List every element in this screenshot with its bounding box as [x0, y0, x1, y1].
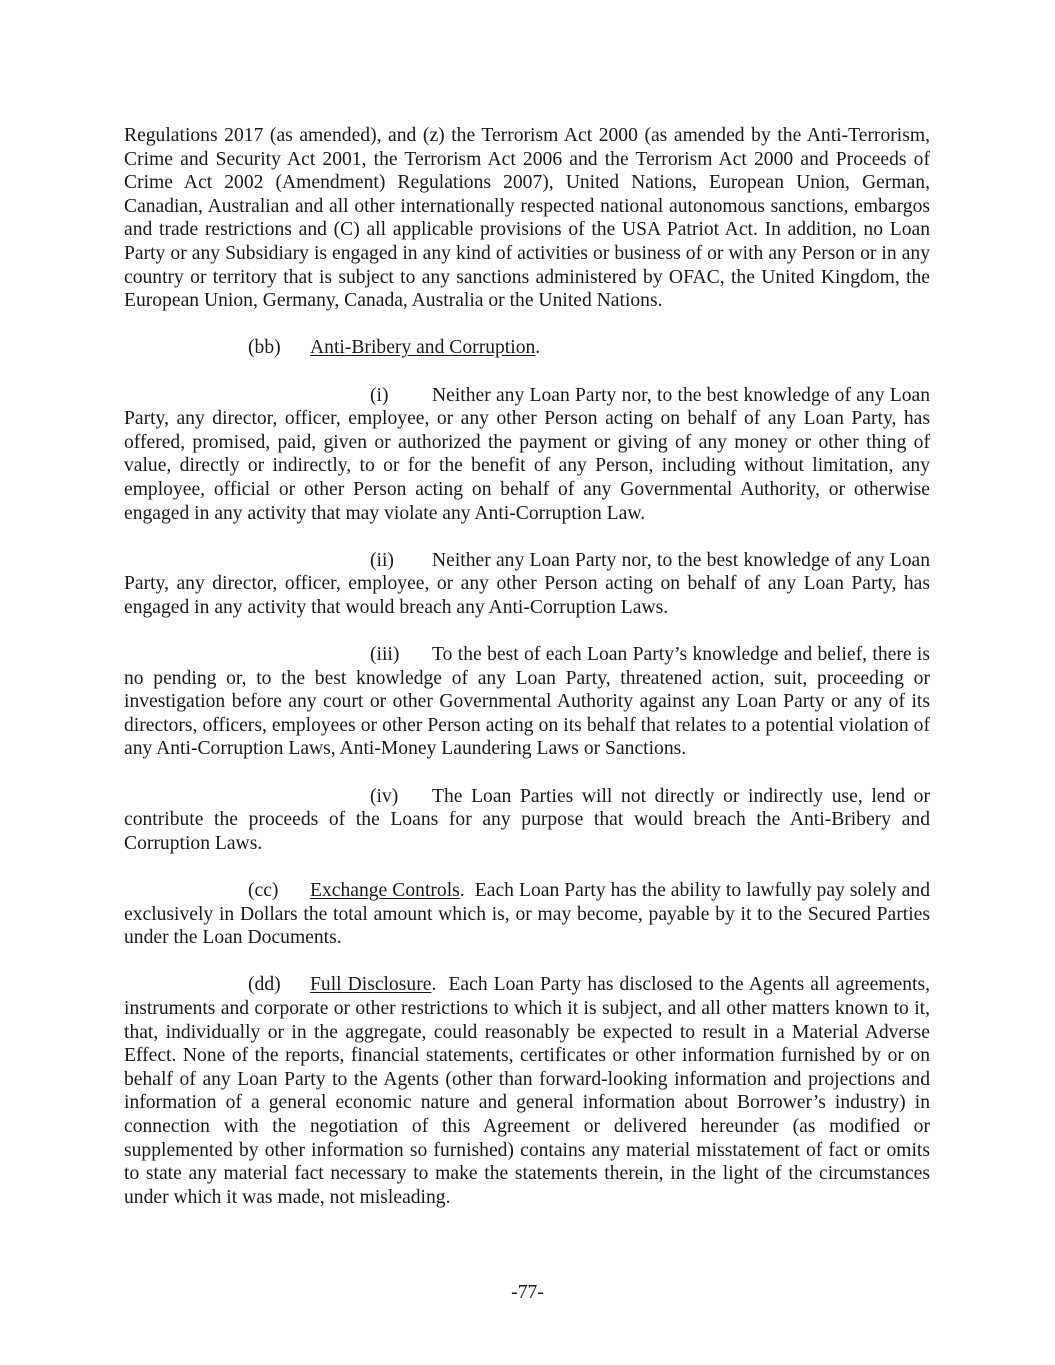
subsection-number: (iv) — [370, 785, 399, 807]
subsection-number: (i) — [370, 384, 389, 406]
document-page — [124, 124, 930, 1233]
section-cc — [124, 879, 930, 950]
subsection-iv — [124, 785, 930, 856]
section-number: (cc) — [248, 880, 279, 901]
section-title-suffix: . — [459, 880, 465, 901]
subsection-ii — [124, 549, 930, 620]
section-text: Each Loan Party has disclosed to the Agents all agreements, instruments and corporate or other restrictions to which it is subject, and all other matters known to it, that, individually or in the aggregate, could reasonably be expected to result in a Material Adverse Effect. None of the reports, financial statements, certificates or other information furnished by or on behalf of any Loan Party to the Agents (other than forward-looking information and projections and information of a general economic nature and general information about Borrower’s industry) in connection with the negotiation of this Agreement or delivered hereunder (as modified or supplemented by other information so furnished) contains any material misstatement of fact or omits to state any material fact necessary to make the statements therein, in the light of the circumstances under which it was made, not misleading. — [124, 974, 931, 1208]
section-title-suffix: . — [431, 974, 437, 996]
subsection-text: Neither any Loan Party nor, to the best knowledge of any Loan Party, any director, officer, employee, or any other Person acting on behalf of any Loan Party, has offered, promised, paid, given or authorized the payment or giving of any money or other thing of value, directly or indirectly, to or for the benefit of any Person, including without limitation, any employee, official or other Person acting on behalf of any Governmental Authority, or otherwise engaged in any activity that may violate any Anti-Corruption Law. — [124, 384, 930, 524]
section-title: Full Disclosure — [310, 974, 432, 996]
subsection-number: (ii) — [370, 549, 394, 571]
section-text: Each Loan Party has the ability to lawfully pay solely and exclusively in Dollars the total amount which is, or may become, payable by it to the Secured Parties under the Loan Documents. — [124, 880, 930, 949]
section-dd — [124, 973, 930, 1209]
subsection-text: Neither any Loan Party nor, to the best knowledge of any Loan Party, any director, officer, employee, or any other Person acting on behalf of any Loan Party, has engaged in any activity that would breach any Anti-Corruption Laws. — [124, 549, 930, 618]
section-title: Anti-Bribery and Corruption — [310, 337, 536, 359]
section-number: (bb) — [248, 337, 281, 359]
continuation-paragraph: Regulations 2017 (as amended), and (z) the Terrorism Act 2000 (as amended by the Anti-Terrorism, Crime and Security Act 2001, the Terrorism Act 2006 and the Terrorism Act 2000 and Proceeds of Crime Act 2002 (Amendment) Regulations 2007), United Nations, European Union, German, Canadian, Australian and all other internationally respected national autonomous sanctions, embargos and trade restrictions and (C) all applicable provisions of the USA Patriot Act. In addition, no Loan Party or any Subsidiary is engaged in any kind of activities or business of or with any Person or in any country or territory that is subject to any sanctions administered by OFAC, the United Kingdom, the European Union, Germany, Canada, Australia or the United Nations. — [124, 125, 930, 312]
subsection-i — [124, 384, 930, 526]
subsection-number: (iii) — [370, 644, 400, 666]
subsection-text: The Loan Parties will not directly or indirectly use, lend or contribute the proceeds of the Loans for any purpose that would breach the Anti-Bribery and Corruption Laws. — [124, 785, 930, 854]
section-bb-heading — [124, 336, 930, 360]
section-title: Exchange Controls — [310, 880, 460, 901]
section-number: (dd) — [248, 974, 281, 996]
subsection-iii — [124, 643, 930, 761]
page-number: -77- — [511, 1282, 544, 1303]
subsection-text: To the best of each Loan Party’s knowledge and belief, there is no pending or, to the best knowledge of any Loan Party, threatened action, suit, proceeding or investigation before any court or other Governmental Authority against any Loan Party or any of its directors, officers, employees or other Person acting on its behalf that relates to a potential violation of any Anti-Corruption Laws, Anti-Money Laundering Laws or Sanctions. — [124, 644, 930, 760]
section-title-suffix: . — [535, 337, 541, 359]
